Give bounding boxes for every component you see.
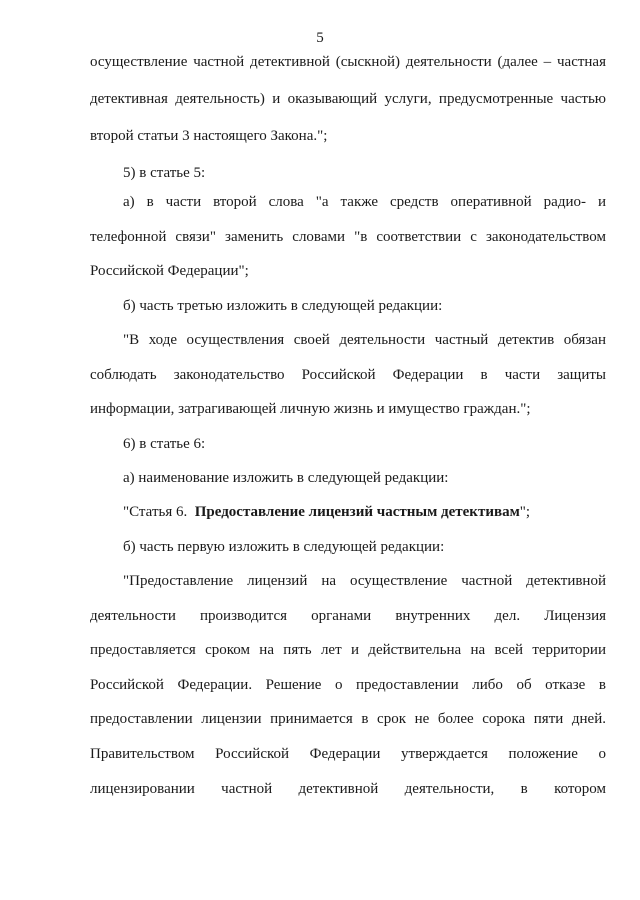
text-line: Российской Федерации"; bbox=[90, 263, 249, 279]
page-number: 5 bbox=[316, 30, 324, 46]
article-heading-line bbox=[123, 503, 530, 521]
text-line: 6) в статье 6: bbox=[123, 436, 206, 452]
text-line: осуществление частной детективной (сыскной) деятельности (далее – частная bbox=[90, 54, 606, 70]
article-title: Предоставление лицензий частным детективам bbox=[194, 504, 520, 520]
text-line: б) часть третью изложить в следующей редакции: bbox=[123, 298, 443, 314]
article-number: "Статья 6. bbox=[123, 504, 188, 520]
text-line: 5) в статье 5: bbox=[123, 165, 206, 181]
text-line: деятельности производится органами внутренних дел. Лицензия bbox=[90, 608, 606, 624]
text-line: телефонной связи" заменить словами "в соответствии с законодательством bbox=[90, 229, 606, 245]
text-line: детективная деятельность) и оказывающий услуги, предусмотренные частью bbox=[90, 91, 606, 107]
text-line: Российской Федерации. Решение о предоставлении либо об отказе в bbox=[90, 677, 606, 693]
text-line: а) в части второй слова "а также средств оперативной радио- и bbox=[123, 194, 606, 210]
text-line: Правительством Российской Федерации утверждается положение о bbox=[90, 746, 606, 762]
text-line: "В ходе осуществления своей деятельности частный детектив обязан bbox=[123, 332, 606, 348]
text-line: лицензировании частной детективной деятельности, в котором bbox=[90, 781, 606, 797]
text-line: предоставлении лицензии принимается в срок не более сорока пяти дней. bbox=[90, 711, 606, 727]
text-line: соблюдать законодательство Российской Федерации в части защиты bbox=[90, 367, 606, 383]
article-closing: "; bbox=[519, 504, 531, 520]
text-line: а) наименование изложить в следующей редакции: bbox=[123, 470, 449, 486]
text-line: "Предоставление лицензий на осуществление частной детективной bbox=[123, 573, 606, 589]
text-line: второй статьи 3 настоящего Закона."; bbox=[90, 128, 328, 144]
text-line: информации, затрагивающей личную жизнь и имущество граждан."; bbox=[90, 401, 531, 417]
text-line: предоставляется сроком на пять лет и действительна на всей территории bbox=[90, 642, 606, 658]
text-line: б) часть первую изложить в следующей редакции: bbox=[123, 539, 445, 555]
